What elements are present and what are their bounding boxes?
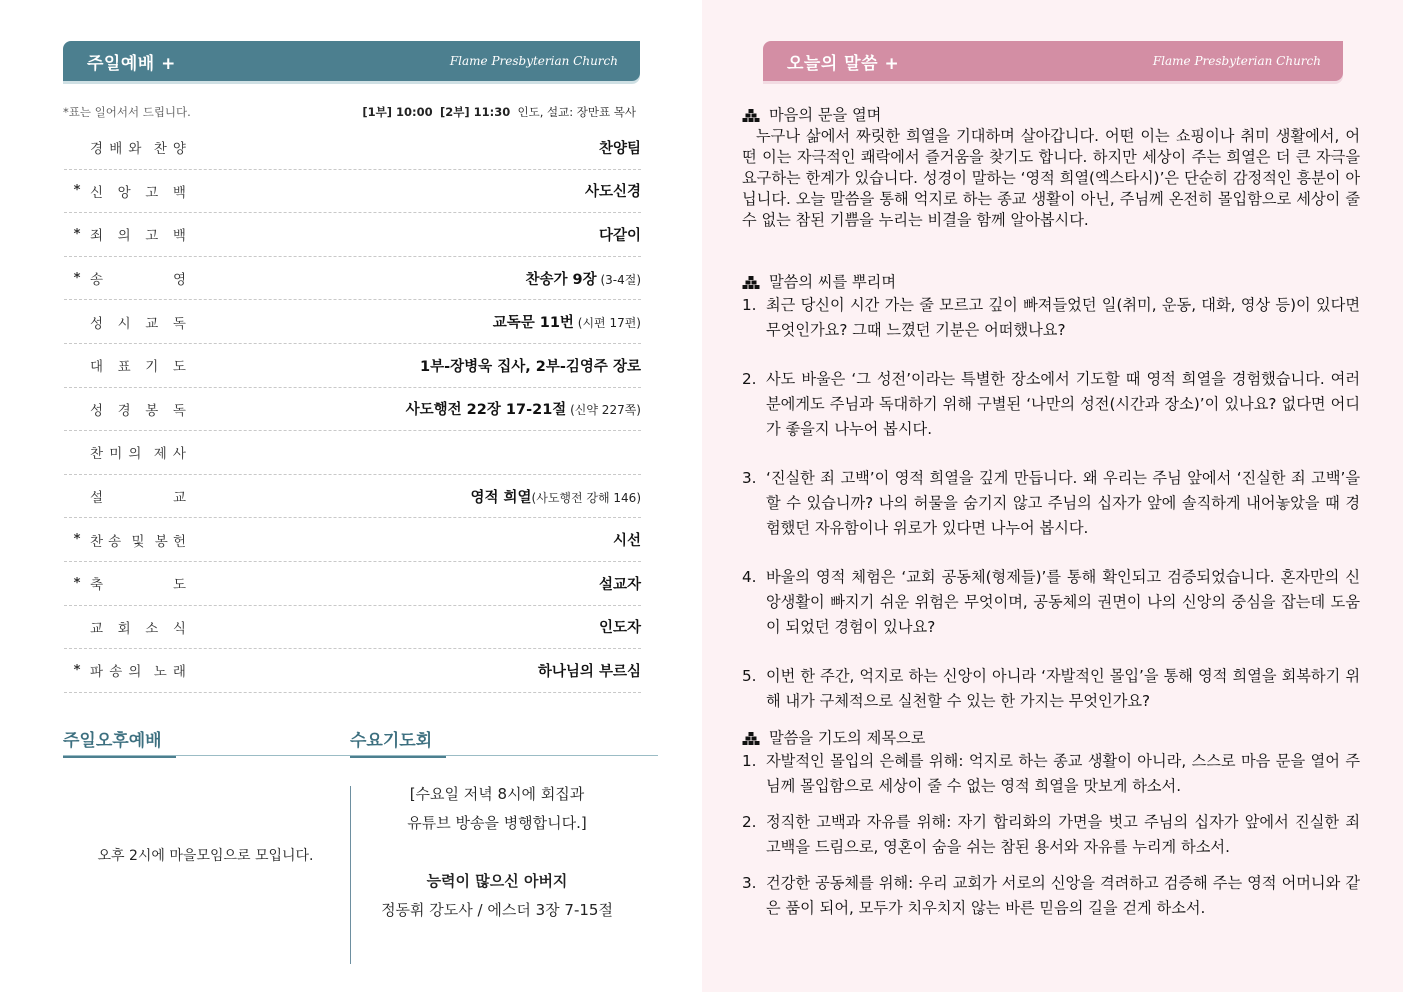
order-label-text (90, 530, 186, 550)
word-banner (763, 41, 1343, 81)
prayer-text: 정직한 고백과 자유를 위해: 자기 합리화의 가면을 벗고 주님의 십자가 앞에서 진실한 죄 고백을 드림으로, 영혼이 숨을 쉬는 참된 용서와 자유를 누리게 하소서. (766, 813, 1360, 856)
order-value-main: 찬송가 9장 (525, 271, 597, 288)
order-row (64, 562, 641, 606)
question-text: 사도 바울은 ‘그 성전’이라는 특별한 장소에서 기도할 때 영적 희열을 경험했습니다. 여러분에게도 주님과 독대하기 위해 구별된 ‘나만의 성전(시간과 장소)’이 있나요? 없다면 어디가 좋을지 나누어 봅시다. (766, 370, 1360, 438)
column-divider (350, 786, 351, 964)
order-label (64, 224, 194, 244)
order-value (585, 180, 641, 201)
order-label-text (90, 355, 186, 375)
order-value-note: (사도행전 강해 146) (531, 490, 641, 505)
church-name: Flame Presbyterian Church (449, 54, 618, 68)
order-label (64, 137, 194, 157)
label-char: 교 (172, 490, 186, 507)
order-label (64, 442, 194, 462)
order-value-main: 사도행전 22장 17-21절 (405, 402, 567, 419)
order-value-main: 설교자 (598, 576, 641, 593)
prayer-number: 3. (742, 874, 757, 892)
order-row (64, 475, 641, 519)
order-row (64, 431, 641, 475)
word-page (702, 0, 1403, 992)
service-times (362, 104, 636, 120)
order-value (470, 486, 641, 507)
label-char: 의 (128, 446, 142, 463)
question-number: 1. (742, 296, 757, 314)
label-char: 성 (90, 402, 104, 419)
label-char: 영 (172, 272, 186, 289)
label-char: 대 (90, 359, 104, 376)
order-value-main: 하나님의 부르심 (537, 663, 641, 680)
label-char: 양 (172, 141, 186, 158)
label-char: 찬 (90, 446, 104, 463)
order-value-main: 영적 희열 (470, 489, 532, 506)
order-value (599, 137, 641, 158)
question-number: 3. (742, 469, 757, 487)
standing-mark: * (73, 532, 81, 548)
standing-mark: * (73, 183, 81, 199)
worship-order (64, 126, 641, 693)
label-char: 백 (172, 184, 186, 201)
open-paragraph: 누구나 삶에서 짜릿한 희열을 기대하며 살아갑니다. 어떤 이는 쇼핑이나 취미 생활에서, 어떤 이는 자극적인 쾌락에서 즐거움을 찾기도 합니다. 하지만 세상이 주는 희열은 더 큰 자극을 요구하는 한계가 있습니다. 성경이 말하는 ‘영적 희열(엑스타시)’은 단순히 감정적인 흥분이 아닙니다. 오늘 말씀을 통해 억지로 하는 종교 생활이 아닌, 주님께 온전히 몰입함으로 세상이 줄 수 없는 참된 기쁨을 누리는 비결을 함께 알아봅시다. (742, 127, 1360, 229)
label-char: 래 (172, 664, 186, 681)
label-char: 경 (117, 402, 131, 419)
order-value-note: (신약 227쪽) (566, 403, 641, 418)
order-row (64, 518, 641, 562)
order-value-note: (시편 17편) (573, 316, 641, 331)
label-char: 죄 (90, 228, 104, 245)
order-label-text (90, 399, 186, 419)
order-label-text (90, 137, 186, 157)
pyramid-icon (742, 109, 760, 122)
order-value (599, 616, 641, 637)
question-text: 이번 한 주간, 억지로 하는 신앙이 아니라 ‘자발적인 몰입’을 통해 영적 희열을 회복하기 위해 내가 구체적으로 실천할 수 있는 한 가지는 무엇인가요? (766, 667, 1360, 710)
order-label (64, 617, 194, 637)
standing-mark: * (73, 575, 81, 591)
question-number: 5. (742, 667, 757, 685)
order-label-text (90, 486, 186, 506)
wednesday-service-info (352, 780, 642, 925)
prayer-item (742, 810, 1360, 860)
word-content (742, 105, 1360, 921)
label-char: 표 (117, 359, 131, 376)
prayer-heading-text: 말씀을 기도의 제목으로 (769, 729, 926, 747)
label-char: 도 (172, 577, 186, 594)
standing-mark: * (73, 226, 81, 242)
order-value (613, 529, 641, 550)
label-char: 미 (109, 446, 123, 463)
question-text: 최근 당신이 시간 가는 줄 모르고 깊이 빠져들었던 일(취미, 운동, 대화, 영상 등)이 있다면 무엇인가요? 그때 느꼈던 기분은 어떠했나요? (766, 296, 1360, 339)
order-label (64, 268, 194, 288)
label-char: 파 (90, 664, 104, 681)
label-char: 성 (90, 315, 104, 332)
order-value (599, 224, 641, 245)
label-char: 봉 (154, 533, 168, 550)
discussion-questions (742, 293, 1360, 714)
order-label (64, 660, 194, 680)
order-value-main: 찬양팀 (598, 140, 641, 157)
label-char: 교 (90, 620, 104, 637)
order-value-note: (3-4절) (596, 272, 641, 287)
open-heading-text: 마음의 문을 열며 (769, 106, 882, 124)
question-item (742, 565, 1360, 640)
order-row (64, 300, 641, 344)
order-value-main: 교독문 11번 (492, 315, 574, 332)
pyramid-icon (742, 732, 760, 745)
label-char: 독 (172, 315, 186, 332)
question-number: 4. (742, 568, 757, 586)
order-label (64, 181, 194, 201)
order-label-text (90, 442, 186, 462)
service-time-2: [2부] 11:30 (439, 105, 511, 119)
question-text: ‘진실한 죄 고백’이 영적 희열을 깊게 만듭니다. 왜 우리는 주님 앞에서 ‘진실한 죄 고백’을 할 수 있습니까? 나의 허물을 숨기지 않고 주님의 십자가 앞에 솔직하게 내어놓았을 때 경험했던 자유함이나 위로가 있다면 나누어 봅시다. (766, 469, 1360, 537)
order-value (493, 311, 641, 332)
label-char: 백 (172, 228, 186, 245)
order-label (64, 573, 194, 593)
wednesday-line-1: [수요일 저녁 8시에 회집과 (409, 785, 585, 803)
prayer-text: 건강한 공동체를 위해: 우리 교회가 서로의 신앙을 격려하고 검증해 주는 영적 어머니와 같은 품이 되어, 모두가 치우치지 않는 바른 믿음의 길을 걷게 하소서. (766, 874, 1360, 917)
order-value-main: 시선 (612, 533, 641, 550)
label-char: 봉 (145, 402, 159, 419)
order-label (64, 530, 194, 550)
question-item (742, 293, 1360, 343)
order-value (525, 268, 641, 289)
order-label-text (90, 224, 186, 244)
open-heading (742, 105, 1360, 126)
order-label (64, 399, 194, 419)
word-title: 오늘의 말씀 + (787, 53, 900, 74)
label-char: 송 (90, 272, 104, 289)
order-label-text (90, 660, 186, 680)
order-value (599, 573, 641, 594)
label-char: 찬 (153, 141, 167, 158)
standing-note: *표는 일어서서 드립니다. (63, 105, 191, 119)
label-char: 헌 (172, 533, 186, 550)
label-char: 도 (172, 359, 186, 376)
afternoon-service-title: 주일오후예배 (63, 726, 176, 758)
label-char: 송 (108, 533, 122, 550)
label-char: 신 (90, 184, 104, 201)
label-char: 기 (145, 359, 159, 376)
section-divider (63, 755, 658, 756)
standing-mark: * (73, 270, 81, 286)
order-row (64, 213, 641, 257)
label-char: 회 (117, 620, 131, 637)
order-row (64, 126, 641, 170)
label-char: 경 (90, 141, 104, 158)
label-char: 와 (128, 141, 142, 158)
question-item (742, 367, 1360, 442)
order-value-main: 사도신경 (584, 184, 641, 201)
label-char: 고 (145, 228, 159, 245)
order-row (64, 344, 641, 388)
worship-title: 주일예배 + (87, 53, 176, 74)
order-label-text (90, 617, 186, 637)
wednesday-preacher: 정동휘 강도사 / 에스더 3장 7-15절 (381, 901, 613, 919)
prayer-text: 자발적인 몰입의 은혜를 위해: 억지로 하는 종교 생활이 아니라, 스스로 마음 문을 열어 주님께 몰입함으로 세상이 줄 수 없는 영적 희열을 맛보게 하소서. (766, 752, 1360, 795)
order-label-text (90, 312, 186, 332)
label-char: 독 (172, 402, 186, 419)
church-name: Flame Presbyterian Church (1152, 54, 1321, 68)
label-char: 사 (172, 446, 186, 463)
wednesday-line-2: 유튜브 방송을 병행합니다.] (407, 814, 587, 832)
afternoon-service-text: 오후 2시에 마을모임으로 모입니다. (97, 848, 314, 864)
label-char: 의 (117, 228, 131, 245)
order-label-text (90, 268, 186, 288)
order-label-text (90, 573, 186, 593)
pyramid-icon (742, 276, 760, 289)
prayer-item (742, 871, 1360, 921)
label-char: 교 (145, 315, 159, 332)
order-label (64, 355, 194, 375)
service-leader: 인도, 설교: 장만표 목사 (517, 105, 636, 119)
order-value-main: 다같이 (598, 227, 641, 244)
wednesday-sermon-title: 능력이 많으신 아버지 (426, 872, 568, 890)
label-char: 배 (109, 141, 123, 158)
label-char: 의 (128, 664, 142, 681)
service-time-1: [1부] 10:00 (362, 105, 433, 119)
order-value (538, 660, 641, 681)
label-char: 송 (109, 664, 123, 681)
order-value-main: 1부-장병욱 집사, 2부-김영주 장로 (420, 358, 641, 375)
label-char: 앙 (117, 184, 131, 201)
order-value-main: 인도자 (598, 620, 641, 637)
order-value (420, 355, 641, 376)
order-label (64, 486, 194, 506)
prayer-item (742, 749, 1360, 799)
worship-banner (63, 41, 640, 81)
label-char: 노 (153, 664, 167, 681)
order-row (64, 606, 641, 650)
seed-heading-text: 말씀의 씨를 뿌리며 (769, 273, 897, 291)
label-char: 식 (172, 620, 186, 637)
prayer-number: 1. (742, 752, 757, 770)
question-number: 2. (742, 370, 757, 388)
standing-mark: * (73, 662, 81, 678)
wednesday-service-title: 수요기도회 (350, 726, 446, 758)
label-char: 및 (131, 533, 145, 550)
prayer-number: 2. (742, 813, 757, 831)
order-row (64, 170, 641, 214)
label-char: 시 (117, 315, 131, 332)
order-row (64, 649, 641, 693)
question-item (742, 466, 1360, 541)
question-text: 바울의 영적 체험은 ‘교회 공동체(형제들)’를 통해 확인되고 검증되었습니다. 혼자만의 신앙생활이 빠지기 쉬운 위험은 무엇이며, 공동체의 권면이 나의 신앙의 중심을 잡는데 도움이 되었던 경험이 있나요? (766, 568, 1360, 636)
label-char: 찬 (90, 533, 104, 550)
order-row (64, 257, 641, 301)
seed-heading (742, 272, 1360, 293)
order-label (64, 312, 194, 332)
label-char: 제 (153, 446, 167, 463)
label-char: 설 (90, 490, 104, 507)
question-item (742, 664, 1360, 714)
label-char: 소 (145, 620, 159, 637)
label-char: 축 (90, 577, 104, 594)
prayer-topics (742, 749, 1360, 921)
order-value (406, 398, 641, 419)
order-row (64, 388, 641, 432)
label-char: 고 (145, 184, 159, 201)
prayer-heading (742, 728, 1360, 749)
order-label-text (90, 181, 186, 201)
